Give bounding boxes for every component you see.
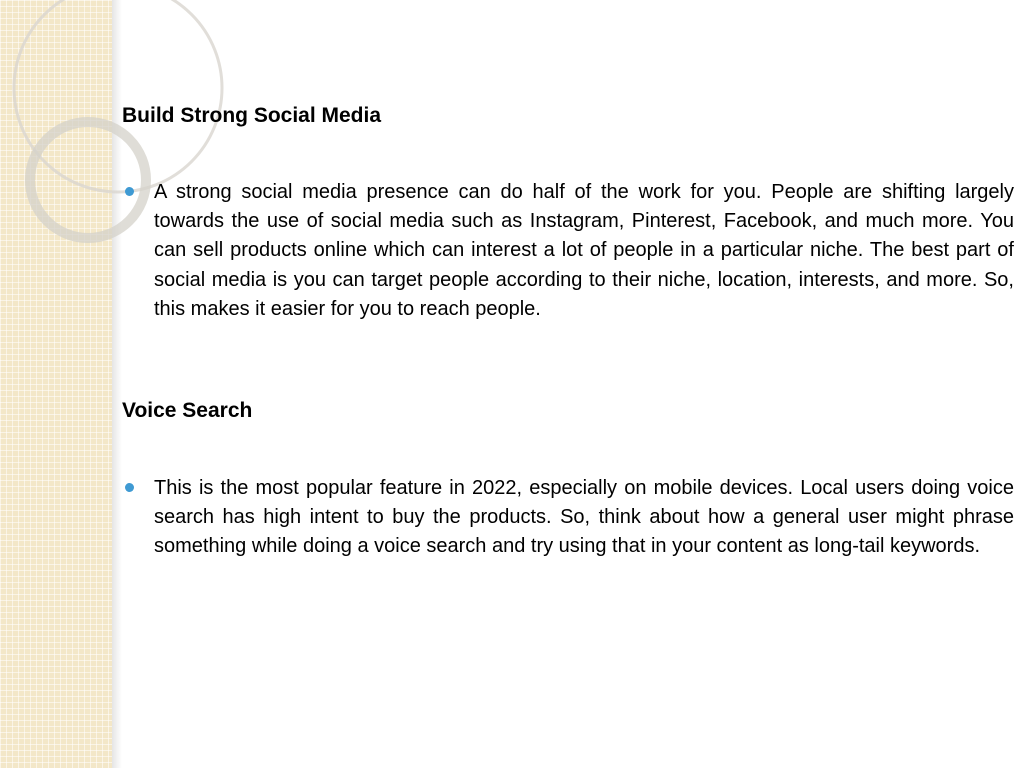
bullet-dot-icon xyxy=(125,483,134,492)
bullet-social-media xyxy=(122,178,1014,324)
large-ring xyxy=(14,0,222,192)
bullet-voice-search xyxy=(122,474,1014,562)
bullet-dot-icon xyxy=(125,187,134,196)
heading-voice-search: Voice Search xyxy=(122,399,253,422)
bullet-text-voice-search: This is the most popular feature in 2022, especially on mobile devices. Local users doing voice search has high intent to buy the products. So, think about how a general user might phrase something while doing a voice search and try using that in your content as long-tail keywords. xyxy=(154,477,1014,558)
heading-build-strong-social-media: Build Strong Social Media xyxy=(122,104,382,127)
bullet-text-social-media: A strong social media presence can do half of the work for you. People are shifting largely towards the use of social media such as Instagram, Pinterest, Facebook, and much more. You can sell products online which can interest a lot of people in a particular niche. The best part of social media is you can target people according to their niche, location, interests, and more. So, this makes it easier for you to reach people. xyxy=(154,181,1014,320)
